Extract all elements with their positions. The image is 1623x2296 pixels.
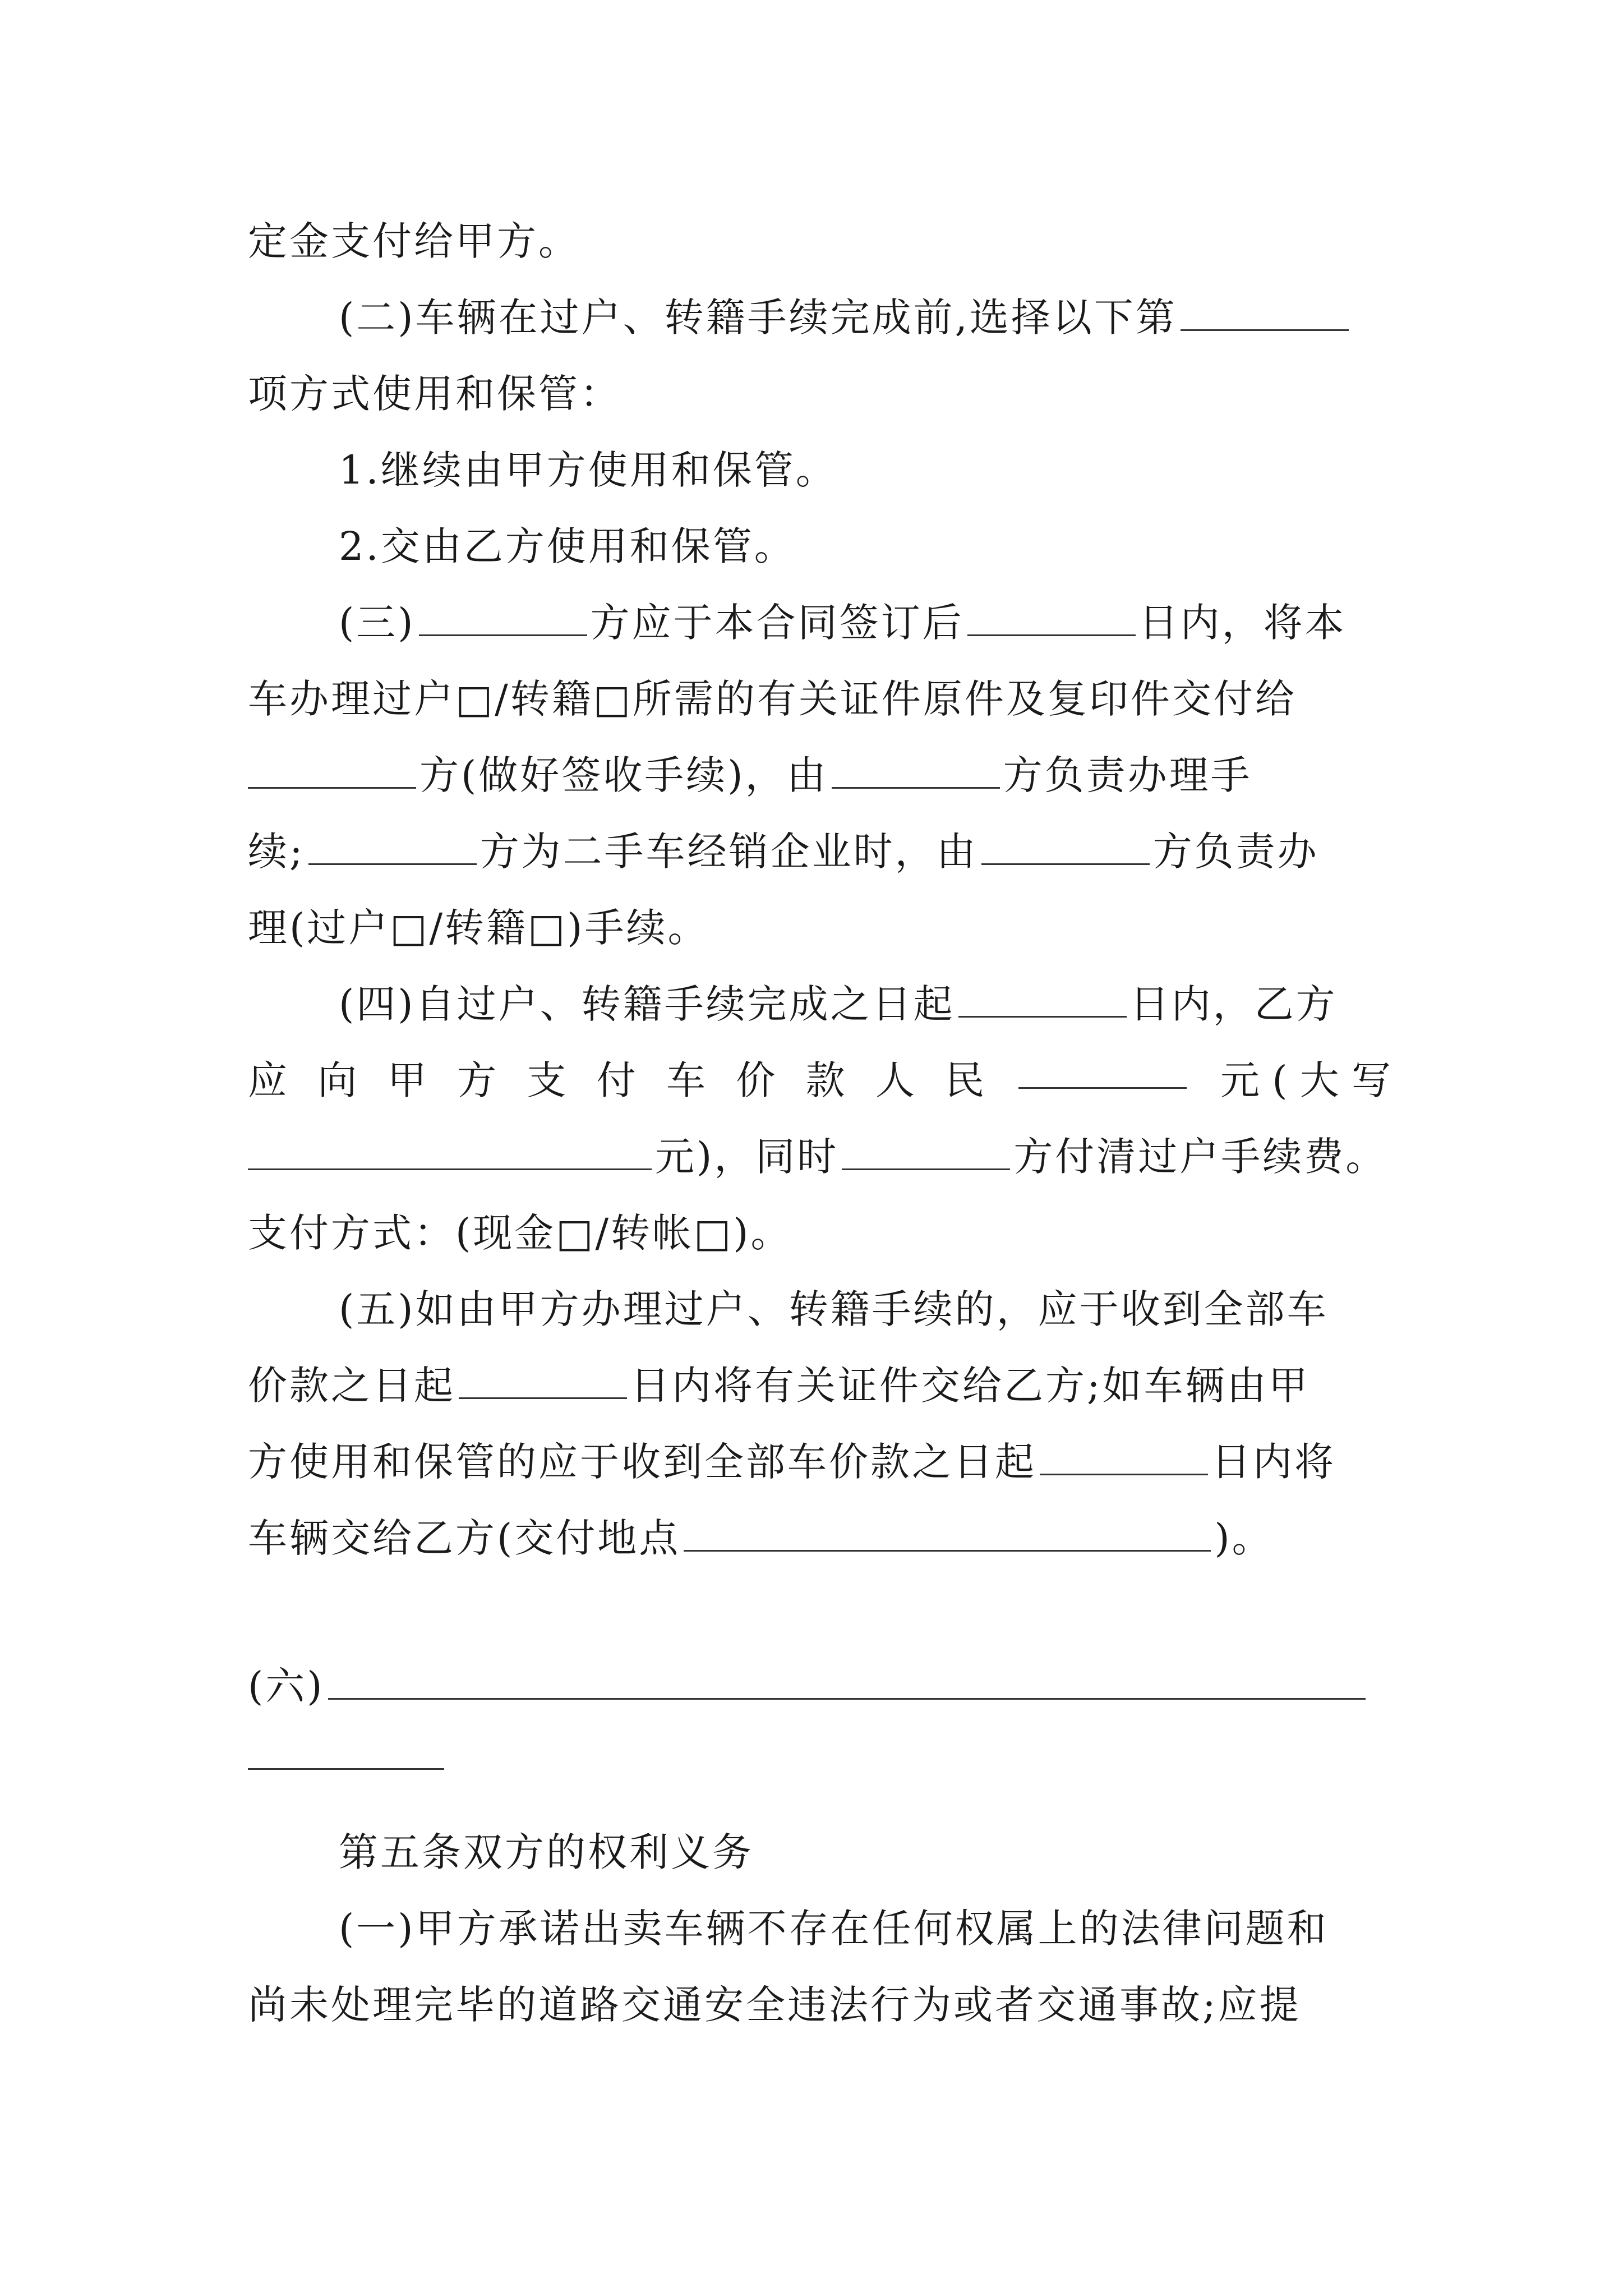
fill-blank[interactable] (248, 753, 416, 789)
fill-blank[interactable] (967, 601, 1136, 636)
text-line-justified (248, 1053, 1391, 1110)
text: 理(过户□/转籍□)手续。 (248, 905, 709, 951)
text-char: 价 (736, 1057, 776, 1103)
text-line (339, 1902, 1391, 1958)
fill-blank[interactable] (308, 830, 477, 865)
text-line (248, 1435, 1391, 1491)
text-line (248, 367, 1391, 423)
text-line (339, 1282, 1391, 1338)
text-line (248, 1206, 1391, 1262)
text: 方付清过户手续费。 (1013, 1134, 1387, 1180)
text-line (248, 1511, 1391, 1567)
text-char: 款 (805, 1057, 845, 1103)
text: 车办理过户□/转籍□所需的有关证件原件及复印件交付给 (248, 676, 1297, 722)
text-char: 应 (248, 1057, 287, 1103)
text: 日内，乙方 (1129, 981, 1338, 1027)
fill-blank[interactable] (958, 982, 1127, 1018)
text: 第五条双方的权利义务 (339, 1829, 754, 1875)
fill-blank[interactable] (328, 1664, 1366, 1700)
text-char: 甲 (387, 1057, 427, 1103)
text-char: 支 (527, 1057, 566, 1103)
text: 车辆交给乙方(交付地点 (248, 1515, 681, 1561)
text: 2.交由乙方使用和保管。 (339, 523, 796, 569)
text-line (248, 748, 1391, 804)
text: 元 ( 大 写 (1220, 1057, 1391, 1103)
text: 方应于本合同签订后 (590, 600, 964, 646)
text-line (339, 977, 1391, 1033)
text: (三) (339, 600, 416, 646)
text: 1.继续由甲方使用和保管。 (339, 447, 837, 493)
text: 方(做好签收手续)，由 (419, 752, 828, 798)
text: 方使用和保管的应于收到全部车价款之日起 (248, 1439, 1036, 1485)
fill-blank[interactable] (248, 1768, 444, 1770)
text: (二)车辆在过户、转籍手续完成前,选择以下第 (339, 295, 1177, 341)
text-char: 向 (317, 1057, 357, 1103)
text-line (339, 443, 1391, 499)
text: 定金支付给甲方。 (248, 218, 580, 264)
text-line (339, 596, 1391, 652)
text-line (248, 1978, 1391, 2034)
fill-blank[interactable] (842, 1135, 1010, 1170)
text: 日内将 (1211, 1439, 1336, 1485)
text: )。 (1214, 1515, 1274, 1561)
text: 尚未处理完毕的道路交通安全违法行为或者交通事故;应提 (248, 1982, 1301, 2028)
text: 续; (248, 829, 305, 875)
fill-blank[interactable] (1040, 1440, 1208, 1475)
fill-blank[interactable] (1018, 1053, 1187, 1089)
text: (四)自过户、转籍手续完成之日起 (339, 981, 955, 1027)
text: 方负责办理手 (1003, 752, 1252, 798)
text: 元)，同时 (655, 1134, 839, 1180)
fill-blank[interactable] (981, 830, 1150, 865)
text: (五)如由甲方办理过户、转籍手续的，应于收到全部车 (339, 1286, 1329, 1332)
text-line (248, 1130, 1391, 1186)
fill-blank[interactable] (832, 753, 1000, 789)
text: (一)甲方承诺出卖车辆不存在任何权属上的法律问题和 (339, 1906, 1329, 1952)
text: (六) (248, 1663, 325, 1709)
section-heading (339, 1825, 1391, 1881)
text-line (248, 901, 1391, 957)
text-line (248, 825, 1391, 881)
text: 日内，将本 (1138, 600, 1347, 646)
text-line (248, 214, 1391, 270)
fill-blank[interactable] (248, 1135, 652, 1170)
text: 项方式使用和保管： (248, 371, 621, 417)
text-line (248, 1659, 1391, 1715)
text-char: 车 (666, 1057, 706, 1103)
text: 日内将有关证件交给乙方;如车辆由甲 (630, 1363, 1310, 1409)
text: 方负责办 (1152, 829, 1319, 875)
text-char: 人 (875, 1057, 915, 1103)
fill-blank[interactable] (459, 1364, 627, 1399)
text-line (248, 1359, 1391, 1415)
fill-blank[interactable] (419, 601, 587, 636)
text-line (339, 519, 1391, 576)
text-char: 付 (596, 1057, 636, 1103)
text: 支付方式：(现金□/转帐□)。 (248, 1210, 792, 1256)
text: 方为二手车经销企业时，由 (479, 829, 978, 875)
fill-blank[interactable] (684, 1516, 1211, 1552)
text: 价款之日起 (248, 1363, 455, 1409)
text-line (339, 291, 1391, 347)
fill-blank[interactable] (1181, 296, 1349, 331)
text-char: 方 (457, 1057, 496, 1103)
text-line (248, 672, 1391, 728)
text-char: 民 (945, 1057, 985, 1103)
